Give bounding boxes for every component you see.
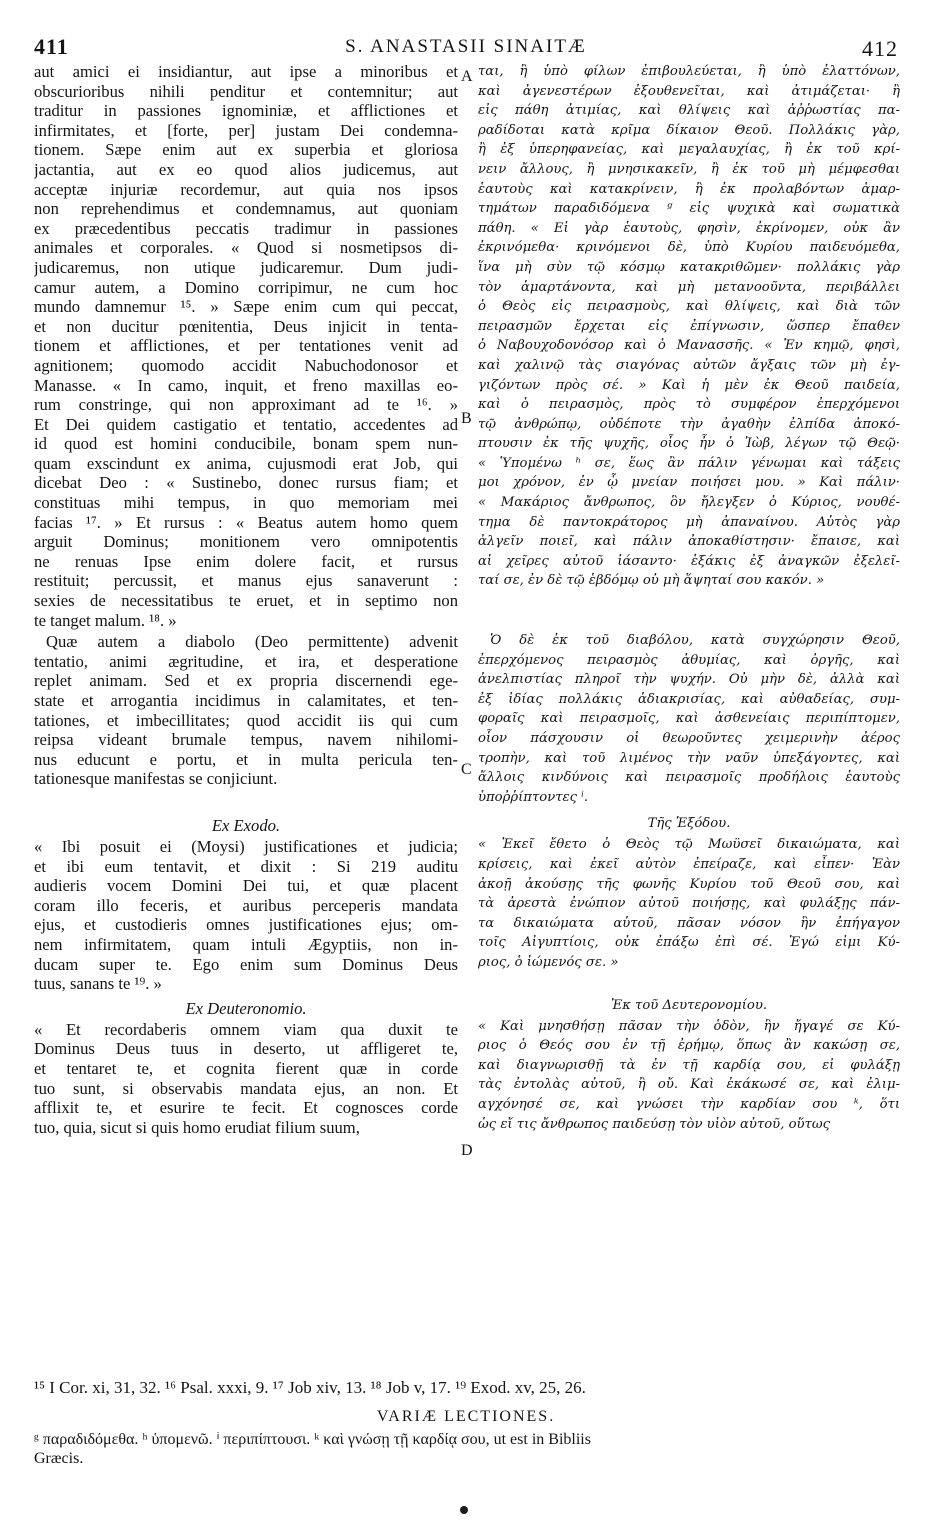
text-line: ἀλγεῖν ποιεῖ, καὶ πάλιν ἀποκαθίστησιν· ἔπαισε, καὶ: [478, 534, 900, 550]
text-line: ἑαυτοὺς καὶ κατακρίνειν, ἢ ἐκ προλαβόντων ἁμαρ-: [478, 181, 900, 197]
text-line: οἷον πάσχουσιν οἱ θεωροῦντες χειμερινὴν ἀέρος: [478, 731, 900, 746]
variae-line-1: ᵍ παραδιδόμεθα. ʰ ὑπομενῶ. ⁱ περιπίπτουσι. ᵏ καὶ γνώσῃ τῇ καρδίᾳ σου, ut est in Bibliis: [34, 1431, 591, 1448]
text-line: « Καὶ μνησθήσῃ πᾶσαν τὴν ὁδὸν, ἣν ἤγαγέ σε Κύ-: [478, 1018, 900, 1034]
text-line: Dominus Deus tuus in deserto, ut affligeret te,: [34, 1039, 458, 1059]
text-line: ὁ Ναβουχοδονόσορ καὶ ὁ Μανασσῆς. « Ἐν κημῷ, φησὶ,: [478, 338, 900, 354]
spacer: [478, 973, 900, 995]
text-line: state et arrogantia incidimus in calamitates, et ten-: [34, 691, 458, 710]
text-line: « Μακάριος ἄνθρωπος, ὃν ἤλεγξεν ὁ Κύριος, νουθέ-: [478, 495, 900, 511]
text-line: ἄλλοις κινδύνοις καὶ πειρασμοῖς προδήλοις ἑαυτοὺς: [478, 770, 900, 786]
text-line: ἵνα μὴ σὺν τῷ κόσμῳ κατακριθῶμεν· πολλάκις γὰρ: [478, 259, 900, 275]
spacer: [34, 789, 458, 815]
text-line: coram illo feceris, et auribus perceperis mandata: [34, 895, 458, 915]
text-line: tuus, sanans te ¹⁹. »: [34, 974, 162, 994]
text-line: infirmitates, et [forte, per] justam Dei condemna-: [34, 120, 458, 140]
text-line: αἱ χεῖρες αὐτοῦ ἰάσαντο· ἑξάκις ἐξ ἀναγκῶν ἐξελεῖ-: [478, 553, 900, 569]
text-line: ἐκρινόμεθα· κρινόμενοι δὲ, ὑπὸ Κυρίου παιδευόμεθα,: [478, 240, 900, 256]
text-line: εἰς πάθη ἀτιμίας, καὶ θλίψεις καὶ ἀῤῥωστίας πα-: [478, 103, 900, 119]
text-line: κρίσεις, καὶ ἐκεῖ αὐτὸν ἐπείραζε, καὶ εἶπεν· Ἐὰν: [478, 856, 900, 872]
text-line: replet animam. Sed et ex propria discernendi ege-: [34, 671, 458, 691]
text-line: tuo sunt, si observabis mandata ejus, an non. Et: [34, 1078, 458, 1098]
text-line: ταί σε, ἐν δὲ τῷ ἑβδόμῳ οὐ μὴ ἅψηταί σου κακόν. »: [478, 573, 825, 589]
text-line: quam exscindunt ex anima, cujusmodi erat Job, qui: [34, 453, 458, 473]
text-line: tionem. Sæpe enim aut ex superbia et gloriosa: [34, 140, 458, 160]
text-line: φοραῖς καὶ πειρασμοῖς, καὶ ἀσθενείαις περιπίπτομεν,: [478, 711, 900, 727]
text-line: Ὁ δὲ ἐκ τοῦ διαβόλου, κατὰ συγχώρησιν Θεοῦ,: [490, 633, 900, 649]
page-header: [30, 28, 902, 62]
section-heading: Ἐκ τοῦ Δευτερονομίου.: [610, 997, 768, 1013]
text-line: agnitionem; quomodo accidit Nabuchodonosor et: [34, 355, 458, 375]
text-line: acceptæ injuriæ recordemur, aut quia nos ipsos: [34, 179, 458, 199]
text-line: νειν ἄλλους, ἢ μνησικακεῖν, ἢ ἐκ τοῦ μὴ μέμφεσθαι: [478, 161, 900, 177]
text-line: ducam super te. Ego enim sum Dominus Deus: [34, 954, 458, 974]
text-line: καὶ διαγνωρισθῇ τὰ ἐν τῇ καρδίᾳ σου, εἰ φυλάξῃ: [478, 1057, 900, 1073]
greek-column: [478, 62, 900, 1134]
text-line: obscurioribus nihili penditur et contemnitur; aut: [34, 81, 458, 101]
running-title: S. ANASTASII SINAITÆ: [345, 36, 587, 57]
latin-column: [34, 62, 458, 1137]
text-line: Et Dei quidem castigatio et tentatio, accedentes ad: [34, 414, 458, 434]
text-line: ται, ἢ ὑπὸ φίλων ἐπιβουλεύεται, ἢ ὑπὸ ἐλαττόνων,: [478, 64, 900, 79]
variae-lectiones-heading: VARIÆ LECTIONES.: [376, 1408, 556, 1425]
text-line: ne renuas Ipse enim dolere facit, et rursus: [34, 551, 458, 571]
text-line: ἐξ ἰδίας πολλάκις ἀδιακρισίας, καὶ αὐθαδείας, συμ-: [478, 691, 900, 707]
text-line: ἀκοῇ ἀκούσῃς τῆς φωνῆς Κυρίου τοῦ Θεοῦ σου, καὶ: [478, 876, 900, 892]
section-heading: Ex Deuteronomio.: [185, 998, 307, 1018]
text-line: τὰ ἀρεστὰ ἐνώπιον αὐτοῦ ποιήσῃς, καὶ φυλάξῃς πάν-: [478, 896, 900, 912]
text-line: dicebat Deo : « Sustinebo, donec rursus fiam; et: [34, 473, 458, 493]
text-line: ex præcedentibus peccatis tradimur in passiones: [34, 218, 458, 238]
text-line: πάθη. « Εἰ γὰρ ἑαυτοὺς, φησὶν, ἐκρίνομεν, οὐκ ἂν: [478, 220, 900, 236]
section-heading: Τῆς Ἐξόδου.: [647, 816, 731, 832]
text-line: γιζόντων πρὸς σέ. » Καὶ ἡ μὲν ἐκ Θεοῦ παιδεία,: [478, 377, 900, 393]
text-line: καὶ ἀγενεστέρων ἐξουθενεῖται, καὶ ἀτιμάζεται· ἢ: [478, 83, 900, 99]
text-line: πειρασμῶν ἔρχεται εἰς ἐπίγνωσιν, ὥσπερ ἔπαθεν: [478, 318, 900, 334]
text-line: audieris vocem Domini Dei tui, et quæ placent: [34, 876, 458, 896]
text-line: reipsa videant brumale tempus, navem nihilomi-: [34, 730, 458, 750]
text-line: afflixit te, et esurire te fecit. Et cognosces corde: [34, 1098, 458, 1118]
variae-line-2: Græcis.: [34, 1450, 84, 1467]
text-line: mundo damnemur ¹⁵. » Sæpe enim cum qui peccat,: [34, 297, 458, 317]
text-line: nem infirmitatem, quam intuli Ægyptiis, non in-: [34, 934, 458, 954]
text-line: animales et corporales. « Quod si nosmetipsos di-: [34, 238, 458, 258]
section-heading: Ex Exodo.: [211, 815, 281, 835]
text-line: μοι χρόνον, ἐν ᾧ μνείαν ποιήσει μου. » Καὶ πάλιν·: [478, 475, 900, 491]
text-line: et ibi eum tentavit, et dixit : Si 219 auditu: [34, 856, 458, 876]
text-line: arguit Dominus; monitionem vero omnipotentis: [34, 532, 458, 552]
text-line: ejus, et custodieris omnes justificationes ejus; om-: [34, 915, 458, 935]
text-line: tuo, quia, sicut si quis homo erudiat filium suum,: [34, 1117, 360, 1137]
page-number-left: 411: [34, 34, 69, 59]
text-line: Manasse. « In camo, inquit, et freno maxillas eo-: [34, 375, 458, 395]
text-line: ὁ Θεὸς εἰς πειρασμοὺς, καὶ θλίψεις, καὶ διὰ τῶν: [478, 299, 900, 315]
margin-letter-b: B: [461, 410, 472, 427]
page-number-right: 412: [862, 36, 898, 61]
text-line: sexies de necessitatibus te eruet, et in septimo non: [34, 591, 458, 611]
text-line: tentatio, animi ægritudine, et ira, et desperatione: [34, 651, 458, 671]
text-line: tationesque manifestas se conjiciunt.: [34, 769, 278, 789]
text-line: id quod est homini conducibile, bonam spem nun-: [34, 434, 458, 454]
text-line: τοῖς Αἰγυπτίοις, οὐκ ἐπάξω ἐπὶ σέ. Ἐγώ εἰμι Κύ-: [478, 935, 900, 951]
text-line: ὡς εἴ τις ἄνθρωπος παιδεύσῃ τὸν υἱὸν αὐτοῦ, οὕτως: [478, 1116, 830, 1132]
variae-lectiones: [34, 1430, 898, 1468]
text-line: τημάτων παραδιδόμενα ᵍ εἰς ψυχικὰ καὶ σωματικὰ: [478, 201, 900, 217]
page-ornament-dot: [460, 1506, 468, 1514]
text-line: καὶ χαλινῷ τὰς σιαγόνας αὐτῶν ἄγξαις τῶν μὴ ἐγ-: [478, 357, 900, 373]
text-line: facias ¹⁷. » Et rursus : « Beatus autem homo quem: [34, 512, 458, 532]
text-line: aut amici ei insidiantur, aut ipse a minoribus et: [34, 62, 458, 81]
text-line: constituas mihi tempus, in quo memoriam mei: [34, 493, 458, 513]
text-line: tationes, et imbecillitates; quod accidit iis qui cum: [34, 710, 458, 730]
text-line: jactantia, aut ex eo quod alios judicemus, aut: [34, 159, 458, 179]
text-line: τροπὴν, καὶ τοῦ λιμένος τὴν ναῦν ὑπεξάγοντες, καὶ: [478, 750, 900, 766]
text-line: te tanget malum. ¹⁸. »: [34, 610, 177, 630]
text-line: πτουσιν ἐκ τῆς ψυχῆς, οἷος ἦν ὁ Ἰὼβ, λέγων τῷ Θεῷ·: [478, 436, 900, 452]
text-line: ἀνελπιστίας πληροῖ τὴν ψυχήν. Οὐ μὴν δὲ, ἀλλὰ καὶ: [478, 672, 900, 688]
spacer: [478, 591, 900, 631]
text-line: τα δικαιώματα αὐτοῦ, πᾶσαν νόσον ἣν ἐπήγαγον: [478, 915, 900, 931]
text-line: « Ἐκεῖ ἔθετο ὁ Θεὸς τῷ Μωϋσεῖ δικαιώματα, καὶ: [478, 837, 900, 853]
text-line: τὰς ἐντολὰς αὐτοῦ, ἢ οὔ. Καὶ ἐκάκωσέ σε, καὶ ἐλιμ-: [478, 1077, 900, 1093]
text-line: τημα δὲ παντοκράτορος μὴ ἀπαναίνου. Αὐτὸς γὰρ: [478, 514, 900, 530]
text-line: ὑποῤῥίπτοντες ⁱ.: [478, 789, 589, 805]
text-line: Quæ autem a diabolo (Deo permittente) advenit: [46, 632, 458, 652]
text-line: « Ὑπομένω ʰ σε, ἕως ἂν πάλιν γένωμαι καὶ τάξεις: [478, 455, 900, 471]
text-line: τὸν ἁμαρτάνοντα, καὶ μὴ μετανοοῦντα, περιβάλλει: [478, 279, 900, 295]
margin-letter-a: A: [461, 68, 473, 85]
margin-letter-c: C: [461, 761, 472, 778]
text-line: « Ibi posuit ei (Moysi) justificationes et judicia;: [34, 836, 458, 856]
text-line: ριος ὁ Θεός σου ἐν τῇ ἐρήμῳ, ὅπως ἂν κακώσῃ σε,: [478, 1038, 900, 1054]
footnotes: ¹⁵ I Cor. xi, 31, 32. ¹⁶ Psal. xxxi, 9. ¹⁷ Job xiv, 13. ¹⁸ Job v, 17. ¹⁹ Exod. xv, 25, 26.: [34, 1378, 586, 1397]
text-line: non reprehendimus et condemnamus, aut quoniam: [34, 199, 458, 219]
text-line: τῷ ἀνθρώπῳ, οὐδέποτε τὴν ἀγαθὴν ἐλπίδα ἀποκό-: [478, 416, 900, 432]
text-line: ἐπερχόμενος πειρασμὸς ἀθυμίας, καὶ ὀργῆς, καὶ: [478, 652, 900, 668]
text-line: traditur in passiones ignominiæ, et afflictiones et: [34, 101, 458, 121]
text-line: camur autem, a Domino corripimur, ne cum hoc: [34, 277, 458, 297]
text-line: et non ducitur pœnitentia, Deus injicit in tenta-: [34, 316, 458, 336]
text-line: et tentaret te, et cognita fierent quæ in corde: [34, 1058, 458, 1078]
text-line: nus educunt e portu, et in multa pericula ten-: [34, 749, 458, 769]
text-line: restituit; percussit, et manus ejus sanaverunt :: [34, 571, 458, 591]
text-line: judicaremus, non utique judicaremur. Dum judi-: [34, 257, 458, 277]
margin-letter-d: D: [461, 1142, 473, 1159]
text-line: « Et recordaberis omnem viam qua duxit te: [34, 1019, 458, 1039]
text-line: ραδίδοται κατὰ κρῖμα δίκαιον Θεοῦ. Πολλάκις γὰρ,: [478, 122, 900, 138]
text-line: rum constringe, qui non approximant ad te ¹⁶. »: [34, 395, 458, 415]
text-line: αγχόνησέ σε, καὶ γνώσει τὴν καρδίαν σου ᵏ, ὅτι: [478, 1096, 900, 1112]
text-line: ἢ ἐξ ὑπερηφανείας, καὶ μεγαλαυχίας, ἢ ἐκ τοῦ κρί-: [478, 142, 900, 158]
text-line: καὶ ὁ πειρασμὸς, πρὸς τὸ συμφέρον ἐπερχόμενοι: [478, 397, 900, 413]
text-line: tionem et afflictiones, et per tentationes venit ad: [34, 336, 458, 356]
text-line: ριος, ὁ ἰώμενός σε. »: [478, 954, 619, 970]
